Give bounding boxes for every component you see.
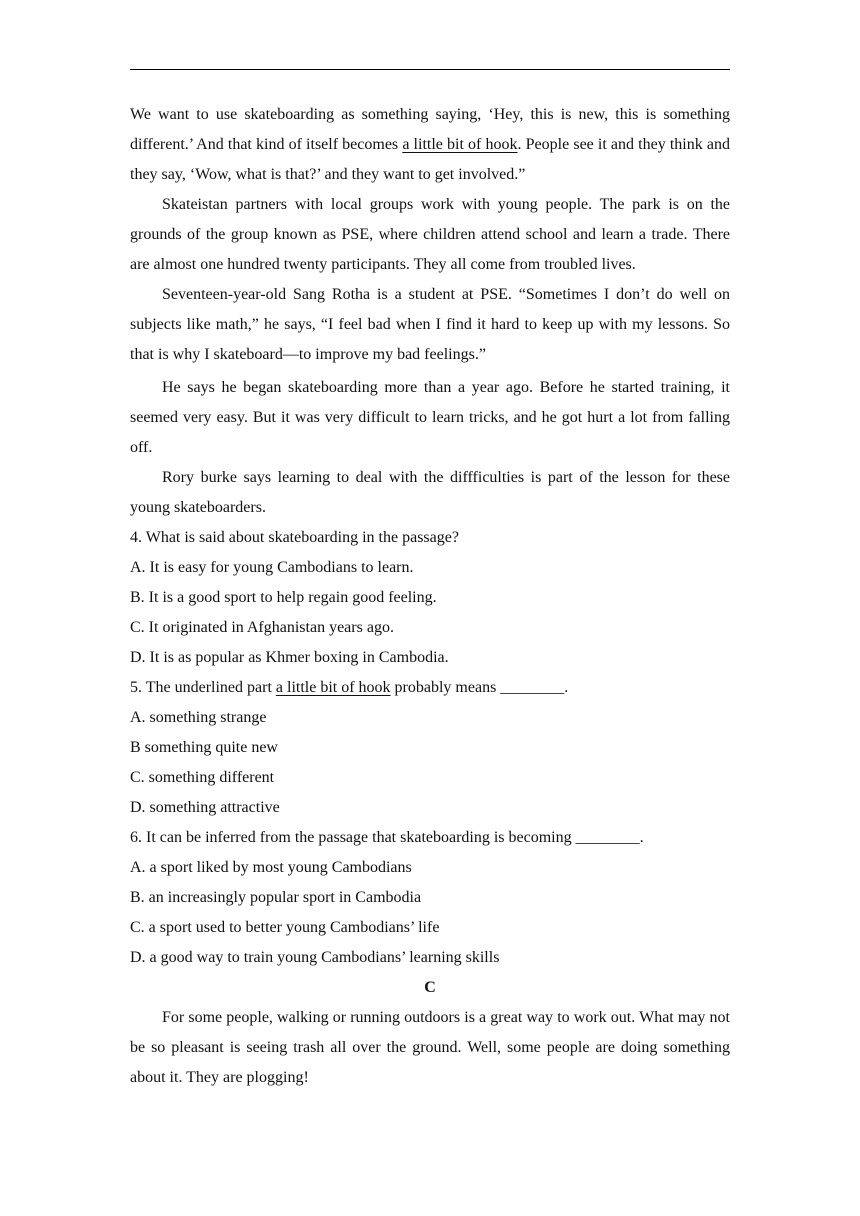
section-c-paragraph-1: For some people, walking or running outdoors is a great way to work out. What may not be so pleasant is seeing trash all over the ground. Well, some people are doing something about it. They are plogging! xyxy=(130,1009,730,1086)
question-5-option-d: D. something attractive xyxy=(130,799,280,816)
passage-paragraph-1 xyxy=(130,100,730,190)
question-4-option-b: B. It is a good sport to help regain good feeling. xyxy=(130,589,437,606)
passage-paragraph-3: Seventeen-year-old Sang Rotha is a student at PSE. “Sometimes I don’t do well on subjects like math,” he says, “I feel bad when I find it hard to keep up with my lessons. So that is why I skateboard—to improve my bad feelings.” xyxy=(130,286,730,363)
question-5-underlined-phrase: a little bit of hook xyxy=(275,679,391,696)
document-content xyxy=(130,100,730,1093)
question-5-option-b: B something quite new xyxy=(130,739,278,756)
question-5 xyxy=(130,673,730,823)
passage-paragraph-2: Skateistan partners with local groups work with young people. The park is on the grounds of the group known as PSE, where children attend school and learn a trade. There are almost one hundred twenty participants. They all come from troubled lives. xyxy=(130,196,730,273)
passage-paragraph-4: He says he began skateboarding more than a year ago. Before he started training, it seemed very easy. But it was very difficult to learn tricks, and he got hurt a lot from falling off. xyxy=(130,379,730,456)
question-6-option-b: B. an increasingly popular sport in Cambodia xyxy=(130,889,422,906)
question-6-option-d: D. a good way to train young Cambodians’ learning skills xyxy=(130,949,500,966)
question-4-option-c: C. It originated in Afghanistan years ago. xyxy=(130,619,394,636)
underlined-phrase: a little bit of hook xyxy=(402,136,518,153)
question-5-stem xyxy=(130,673,730,703)
passage-paragraph-1-text-after: . People see it and they think and they say, ‘Wow, what is that?’ and they want to get involved.” xyxy=(130,136,730,183)
question-4-option-d: D. It is as popular as Khmer boxing in Cambodia. xyxy=(130,649,449,666)
question-4 xyxy=(130,523,730,673)
question-6-option-c: C. a sport used to better young Cambodians’ life xyxy=(130,919,440,936)
question-4-stem: 4. What is said about skateboarding in the passage? xyxy=(130,529,459,546)
question-5-stem-after: probably means ________. xyxy=(390,679,569,696)
question-6 xyxy=(130,823,730,973)
section-c-title: C xyxy=(424,979,436,996)
question-5-stem-before: 5. The underlined part xyxy=(130,679,276,696)
question-6-option-a: A. a sport liked by most young Cambodians xyxy=(130,859,412,876)
passage-paragraph-5: Rory burke says learning to deal with the diffficulties is part of the lesson for these young skateboarders. xyxy=(130,469,730,516)
question-5-option-a: A. something strange xyxy=(130,709,267,726)
header-rule xyxy=(130,69,730,70)
passage-paragraph-1-text-before: We want to use skateboarding as something saying, ‘Hey, this is new, this is something different.’ And that kind of itself becomes xyxy=(130,106,730,153)
question-5-option-c: C. something different xyxy=(130,769,275,786)
question-4-option-a: A. It is easy for young Cambodians to learn. xyxy=(130,559,414,576)
question-6-stem: 6. It can be inferred from the passage that skateboarding is becoming ________. xyxy=(130,829,644,846)
